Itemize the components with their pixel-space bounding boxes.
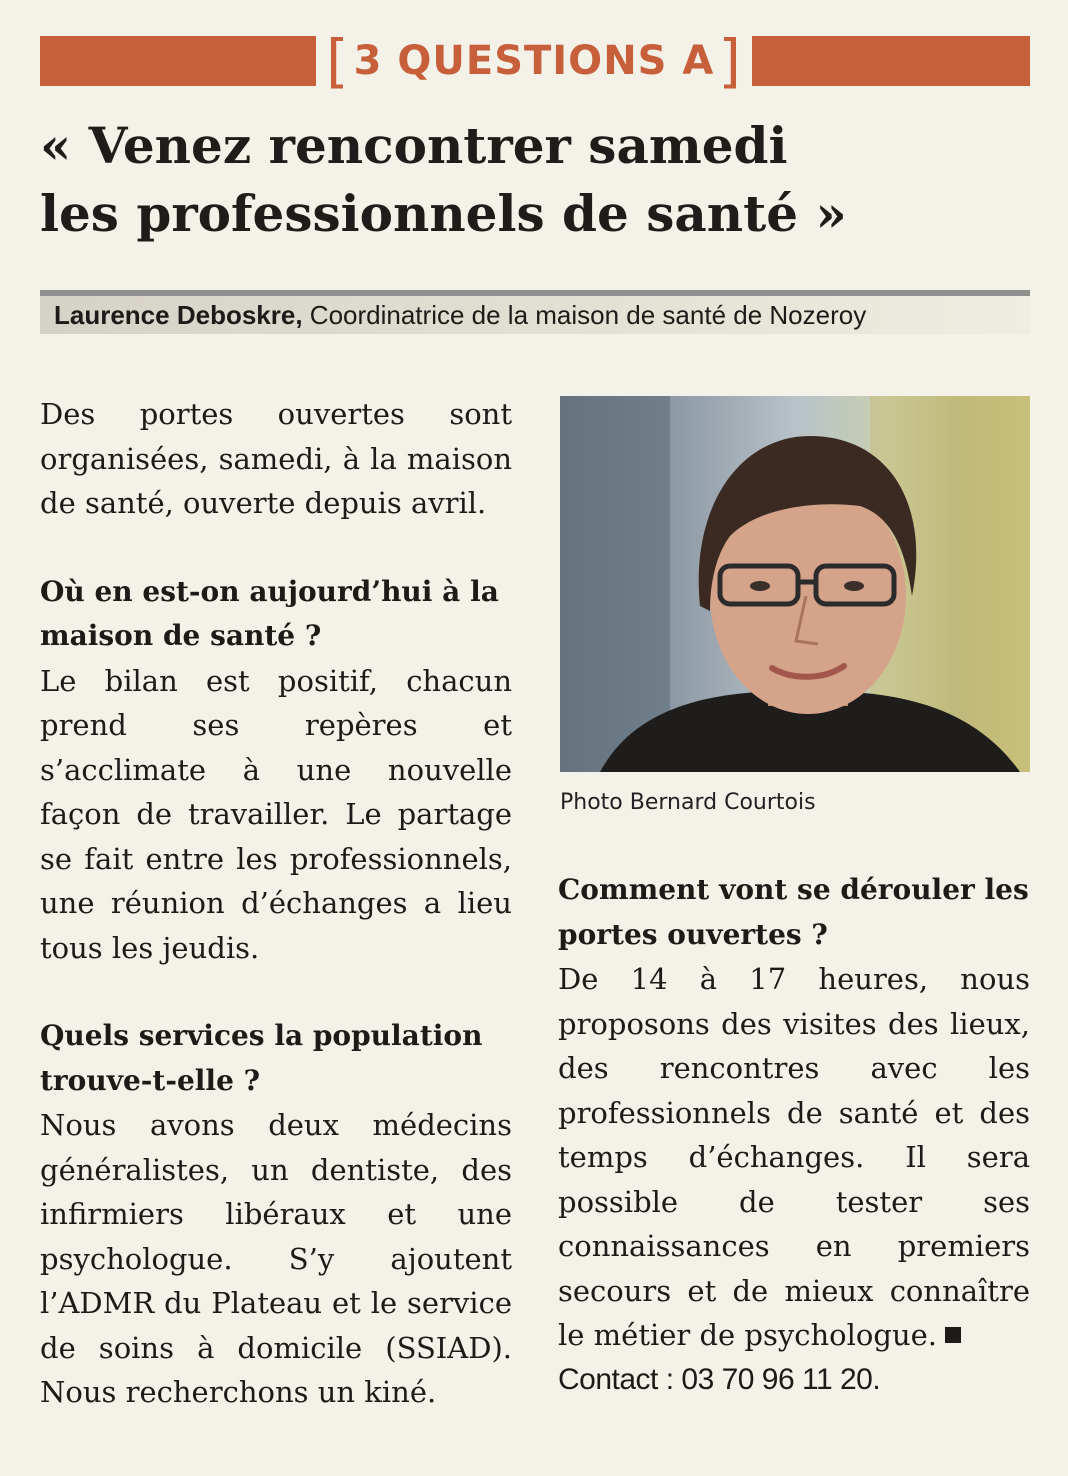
headline-line-1: « Venez rencontrer samedi (40, 116, 788, 175)
intro-paragraph: Des portes ouvertes sont organisées, samedi, à la maison de santé, ouverte depuis avril. (40, 397, 512, 520)
contact-line: Contact : 03 70 96 11 20. (558, 1362, 881, 1396)
banner-label (316, 27, 752, 95)
answer-3 (558, 957, 1030, 1358)
banner-bar-left (40, 36, 316, 86)
qa-block-2 (40, 1014, 512, 1415)
answer-2: Nous avons deux médecins généralistes, un dentiste, des infirmiers libéraux et une psychologue. S’y ajoutent l’ADMR du Plateau et le service de soins à domicile (SSIAD). Nous recherchons un kiné. (40, 1108, 512, 1409)
left-column (40, 392, 512, 1459)
question-1: Où en est-on aujourd’hui à la maison de santé ? (40, 574, 499, 652)
end-of-article-mark (945, 1327, 961, 1343)
headline-line-2: les professionnels de santé » (40, 184, 847, 243)
answer-1: Le bilan est positif, chacun prend ses repères et s’acclimate à une nouvelle façon de travailler. Le partage se fait entre les professionnels, une réunion d’échanges a lieu tous les jeudis. (40, 663, 512, 965)
byline-role: Coordinatrice de la maison de santé de Nozeroy (309, 299, 867, 330)
section-banner (40, 27, 1030, 95)
question-2: Quels services la population trouve-t-elle ? (40, 1019, 483, 1097)
answer-3-text: De 14 à 17 heures, nous proposons des visites des lieux, des rencontres avec les professionnels de santé et des temps d’échanges. Il sera possible de tester ses connaissances en premiers secours et de mieux connaître le métier de psychologue. (558, 962, 1030, 1352)
photo-caption: Photo Bernard Courtois (560, 790, 816, 815)
right-column (558, 868, 1030, 1402)
byline (40, 290, 1030, 334)
portrait-photo (560, 396, 1030, 772)
question-3: Comment vont se dérouler les portes ouvertes ? (558, 873, 1029, 951)
qa-block-1 (40, 570, 512, 971)
banner-open-bracket: [ (326, 27, 350, 95)
banner-close-bracket: ] (718, 27, 742, 95)
portrait-illustration (560, 396, 1030, 772)
banner-bar-right (752, 36, 1030, 86)
byline-name: Laurence Deboskre, (54, 299, 303, 330)
banner-text: 3 QUESTIONS A (353, 38, 715, 84)
headline (40, 112, 1030, 248)
